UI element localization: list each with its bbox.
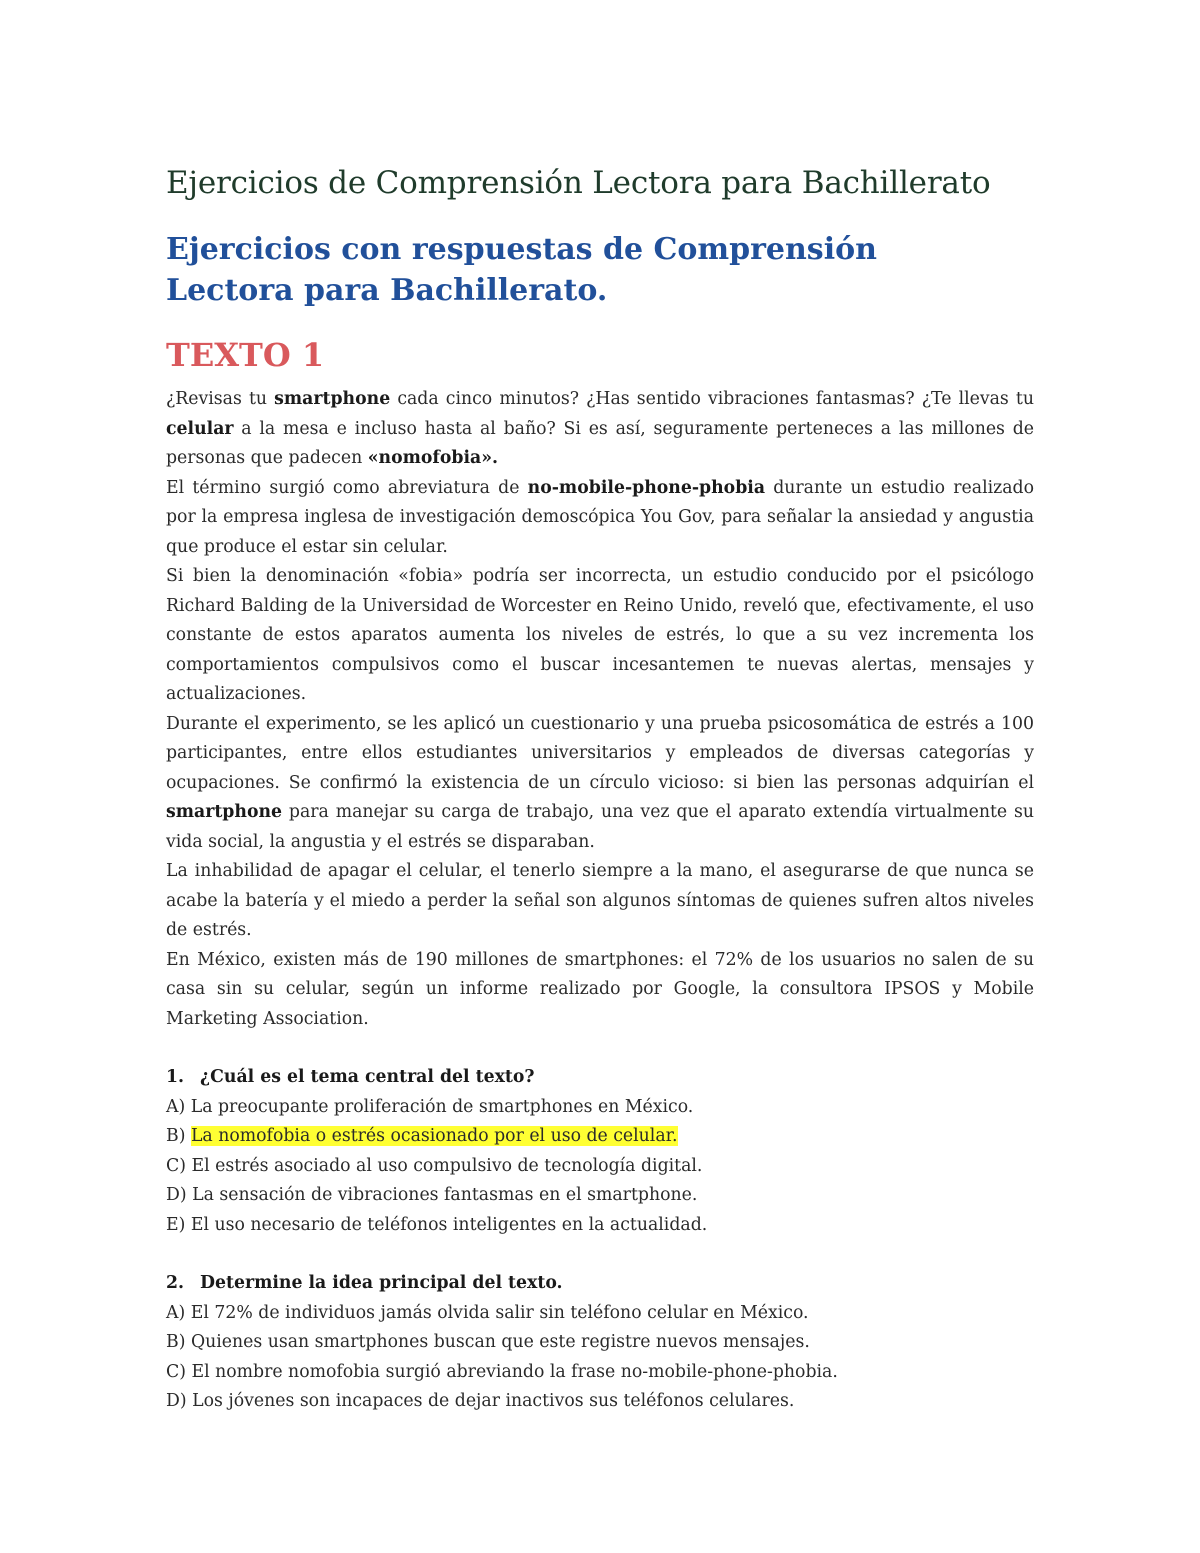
option-letter: B) xyxy=(166,1332,186,1352)
option-text: La preocupante proliferación de smartphones en México. xyxy=(185,1096,694,1117)
question-1-number: 1. xyxy=(166,1067,185,1087)
p1-text-1: ¿Revisas tu xyxy=(166,389,275,409)
question-2-number: 2. xyxy=(166,1273,185,1293)
p4-text-1: Durante el experimento, se les aplicó un cuestionario y una prueba psicosomática de estrés a 100 participantes, entre ellos estudiantes universitarios y empleados de diversas categorías y ocupaciones. Se confirmó la existencia de un círculo vicioso: si bien las personas adquirían el xyxy=(166,713,1034,793)
option-letter: C) xyxy=(166,1361,186,1382)
p4-text-2: para manejar su carga de trabajo, una vez que el aparato extendía virtualmente su vida social, la angustia y el estrés se disparaban. xyxy=(166,802,1034,852)
subtitle-line-2: Lectora para Bachillerato. xyxy=(166,273,608,308)
option-1b-correct xyxy=(166,1122,1034,1152)
passage-paragraph-4 xyxy=(166,710,1034,858)
option-text: Quienes usan smartphones buscan que este registre nuevos mensajes. xyxy=(185,1332,810,1352)
passage-paragraph-5: La inhabilidad de apagar el celular, el tenerlo siempre a la mano, el asegurarse de que nunca se acabe la batería y el miedo a perder la señal son algunos síntomas de quienes sufren altos niveles de estrés. xyxy=(166,861,1034,940)
p1-bold-smartphone: smartphone xyxy=(274,389,391,409)
p2-text-2: durante un estudio realizado por la empresa inglesa de investigación demoscópica You Gov, para señalar la ansiedad y angustia que produce el estar sin celular. xyxy=(166,477,1034,557)
p1-bold-nomofobia: «nomofobia». xyxy=(367,448,499,468)
option-2d xyxy=(166,1387,1034,1417)
question-2 xyxy=(166,1269,1034,1417)
p2-bold-term: no-mobile-phone-phobia xyxy=(527,477,766,498)
option-letter: D) xyxy=(166,1391,187,1411)
question-1 xyxy=(166,1063,1034,1240)
section-heading-texto-1: TEXTO 1 xyxy=(166,336,325,374)
option-letter: D) xyxy=(166,1185,187,1205)
option-text: Los jóvenes son incapaces de dejar inactivos sus teléfonos celulares. xyxy=(186,1391,795,1411)
passage-paragraph-3: Si bien la denominación «fobia» podría ser incorrecta, un estudio conducido por el psicólogo Richard Balding de la Universidad de Worcester en Reino Unido, reveló que, efectivamente, el uso constante de estos aparatos aumenta los niveles de estrés, lo que a su vez incrementa los comportamientos compulsivos como el buscar incesantemen te nuevas alertas, mensajes y actualizaciones. xyxy=(166,566,1034,704)
spacer xyxy=(166,1034,1034,1063)
option-letter: A) xyxy=(166,1096,186,1117)
document-page xyxy=(166,165,1034,1417)
question-2-text: Determine la idea principal del texto. xyxy=(200,1273,563,1293)
option-letter: E) xyxy=(166,1214,186,1235)
option-letter: A) xyxy=(166,1302,186,1323)
p2-text-1: El término surgió como abreviatura de xyxy=(166,477,528,498)
subtitle-line-1: Ejercicios con respuestas de Comprensión xyxy=(166,232,877,267)
document-subtitle xyxy=(166,229,1034,311)
option-1d xyxy=(166,1181,1034,1211)
passage-paragraph-1 xyxy=(166,385,1034,474)
p4-bold-smartphone: smartphone xyxy=(166,802,283,822)
option-2c xyxy=(166,1358,1034,1388)
document-title: Ejercicios de Comprensión Lectora para Bachillerato xyxy=(166,165,991,201)
question-2-prompt xyxy=(166,1269,1034,1299)
passage-paragraph-6: En México, existen más de 190 millones de smartphones: el 72% de los usuarios no salen de su casa sin su celular, según un informe realizado por Google, la consultora IPSOS y Mobile Marketing Association. xyxy=(166,949,1034,1029)
option-text: La sensación de vibraciones fantasmas en el smartphone. xyxy=(186,1185,698,1205)
option-2a xyxy=(166,1299,1034,1329)
p1-text-2: cada cinco minutos? ¿Has sentido vibraciones fantasmas? ¿Te llevas tu xyxy=(390,389,1034,409)
question-1-options xyxy=(166,1093,1034,1241)
highlighted-answer: La nomofobia o estrés ocasionado por el uso de celular. xyxy=(190,1126,678,1146)
option-1a xyxy=(166,1093,1034,1123)
question-1-text: ¿Cuál es el tema central del texto? xyxy=(200,1067,535,1087)
option-1c xyxy=(166,1152,1034,1182)
question-2-options xyxy=(166,1299,1034,1417)
passage-paragraph-2 xyxy=(166,474,1034,563)
spacer xyxy=(166,1240,1034,1269)
option-text: El nombre nomofobia surgió abreviando la frase no-mobile-phone-phobia. xyxy=(185,1361,838,1382)
option-text: El uso necesario de teléfonos inteligentes en la actualidad. xyxy=(185,1214,708,1235)
option-text: El estrés asociado al uso compulsivo de tecnología digital. xyxy=(185,1155,703,1176)
option-2b xyxy=(166,1328,1034,1358)
option-letter: B) xyxy=(166,1126,186,1146)
question-1-prompt xyxy=(166,1063,1034,1093)
p1-text-3: a la mesa e incluso hasta al baño? Si es así, seguramente perteneces a las millones de personas que padecen xyxy=(166,418,1034,468)
p1-bold-celular: celular xyxy=(166,418,234,439)
option-letter: C) xyxy=(166,1155,186,1176)
option-text: El 72% de individuos jamás olvida salir sin teléfono celular en México. xyxy=(185,1302,809,1323)
option-1e xyxy=(166,1211,1034,1241)
